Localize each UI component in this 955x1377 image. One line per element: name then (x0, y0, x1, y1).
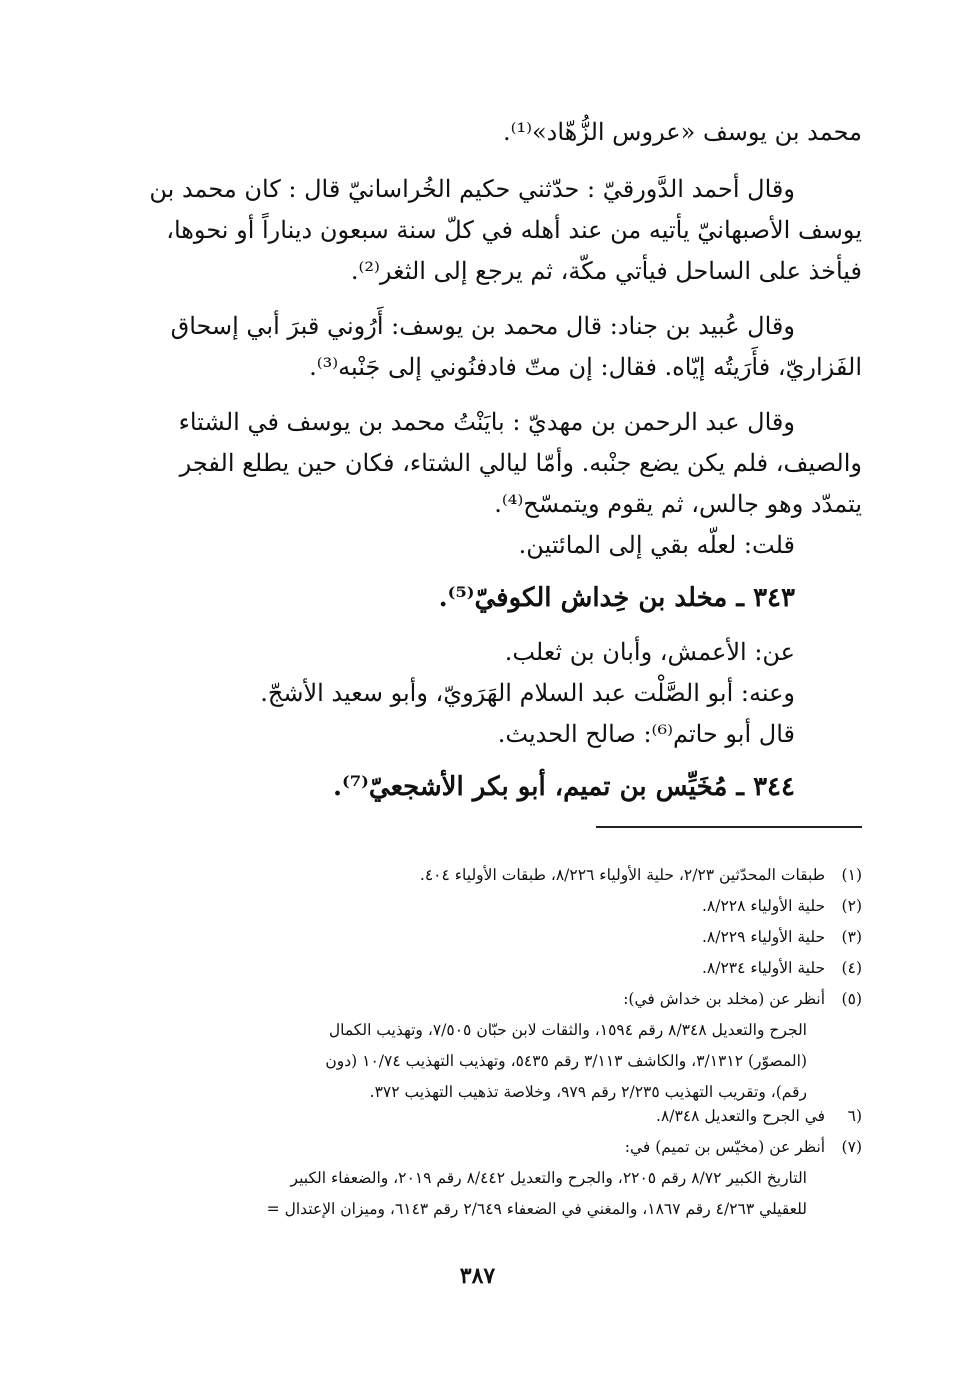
footnote-7-cont-1: التاريخ الكبير ٨/٧٢ رقم ٢٢٠٥، والجرح والتعديل ٨/٤٤٢ رقم ٢٠١٩، والضعفاء الكبير (290, 1169, 807, 1187)
page-number: ٣٨٧ (459, 1263, 496, 1289)
footnote-text: طبقات المحدّثين ٢/٢٣، حلية الأولياء ٨/٢٢٦، طبقات الأولياء ٤٠٤. (419, 866, 826, 884)
body-line-4: فيأخذ على الساحل فيأتي مكّة، ثم يرجع إلى الثغر⁽²⁾. (350, 257, 862, 285)
body-line-2: وقال أحمد الدَّورقيّ : حدّثني حكيم الخُراسانيّ قال : كان محمد بن (149, 175, 795, 203)
footnote-text: في الجرح والتعديل ٨/٣٤٨. (656, 1107, 826, 1125)
footnote-4 (702, 955, 862, 981)
body-line-14: قال أبو حاتم⁽⁶⁾: صالح الحديث. (497, 720, 795, 748)
footnote-5-cont-1: الجرح والتعديل ٨/٣٤٨ رقم ١٥٩٤، والثقات لابن حبّان ٧/٥٠٥، وتهذيب الكمال (328, 1021, 807, 1039)
footnote-text: حلية الأولياء ٨/٢٢٨. (701, 897, 826, 915)
footnote-number: (٣) (841, 928, 862, 946)
footnote-3 (702, 924, 862, 950)
entry-heading-344: ٣٤٤ ـ مُخَيِّس بن تميم، أبو بكر الأشجعيّ⁽⁷⁾. (332, 772, 795, 802)
footnote-7 (625, 1134, 862, 1160)
body-line-5: وقال عُبيد بن جناد: قال محمد بن يوسف: أَرُوني قبرَ أبي إسحاق (170, 312, 795, 340)
footnote-number: (٥) (841, 990, 862, 1008)
footnote-5-cont-2: (المصوّر) ٣/١٣١٢، والكاشف ٣/١١٣ رقم ٥٤٣٥، وتهذيب التهذيب ١٠/٧٤ (دون (325, 1052, 807, 1070)
body-line-12: عن: الأعمش، وأبان بن ثعلب. (504, 638, 795, 666)
body-line-10: قلت: لعلّه بقي إلى المائتين. (518, 531, 795, 559)
footnote-number: (٤) (841, 959, 862, 977)
body-line-1: محمد بن يوسف «عروس الزُّهّاد»⁽¹⁾. (502, 118, 862, 146)
footnote-5 (623, 986, 862, 1012)
entry-heading-343: ٣٤٣ ـ مخلد بن خِداش الكوفيّ⁽⁵⁾. (438, 583, 795, 613)
body-line-7: وقال عبد الرحمن بن مهديّ : بايَنْتُ محمد بن يوسف في الشتاء (178, 408, 795, 436)
footnote-number: (١) (841, 866, 862, 884)
footnote-text: حلية الأولياء ٨/٢٢٩. (701, 928, 826, 946)
body-line-9: يتمدّد وهو جالس، ثم يقوم ويتمسّح⁽⁴⁾. (494, 490, 862, 518)
footnote-text: أنظر عن (مخلد بن خداش في): (623, 990, 826, 1008)
footnote-text: حلية الأولياء ٨/٢٣٤. (701, 959, 826, 977)
footnote-separator (596, 826, 862, 828)
footnote-number: (٦ (847, 1107, 862, 1125)
body-line-8: والصيف، فلم يكن يضع جنْبه. وأمّا ليالي الشتاء، فكان حين يطلع الفجر (179, 449, 862, 477)
body-line-6: الفَزاريّ، فأَرَيتُه إيّاه. فقال: إن متّ فادفنُوني إلى جَنْبه⁽³⁾. (309, 353, 862, 381)
footnote-1 (420, 862, 862, 888)
footnote-text: أنظر عن (مخيّس بن تميم) في: (624, 1138, 826, 1156)
footnote-number: (٧) (841, 1138, 862, 1156)
footnote-7-cont-2: للعقيلي ٤/٢٦٣ رقم ١٨٦٧، والمغني في الضعفاء ٢/٦٤٩ رقم ٦١٤٣، وميزان الإعتدال = (266, 1200, 807, 1218)
footnote-5-cont-3: رقم)، وتقريب التهذيب ٢/٢٣٥ رقم ٩٧٩، وخلاصة تذهيب التهذيب ٣٧٢. (369, 1083, 807, 1101)
footnote-2 (702, 893, 862, 919)
body-line-13: وعنه: أبو الصَّلْت عبد السلام الهَرَويّ، وأبو سعيد الأشجّ. (260, 679, 795, 707)
body-line-3: يوسف الأصبهانيّ يأتيه من عند أهله في كلّ سنة سبعون ديناراً أو نحوها، (166, 216, 862, 244)
footnote-6 (656, 1103, 862, 1129)
footnote-number: (٢) (841, 897, 862, 915)
